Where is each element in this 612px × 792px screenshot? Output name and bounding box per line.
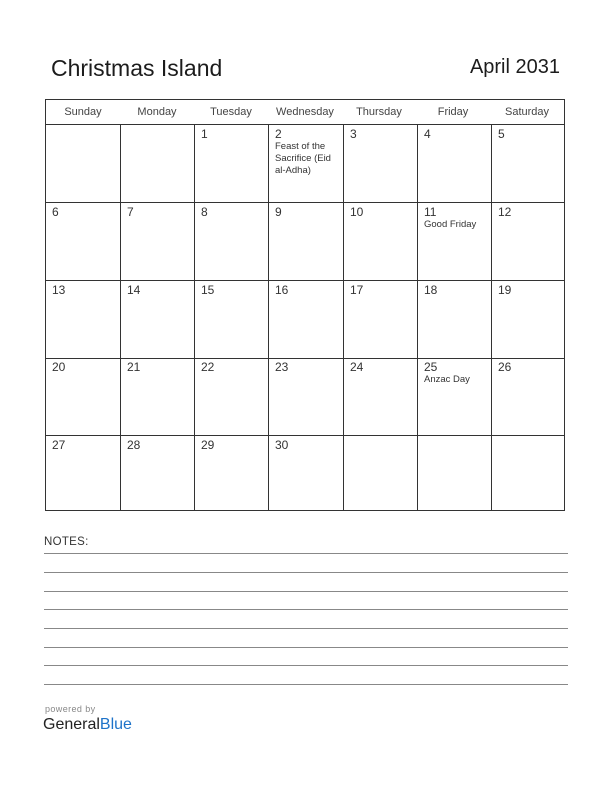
day-number: 3 — [350, 127, 357, 141]
notes-section — [44, 536, 568, 548]
day-cell — [269, 203, 344, 280]
weekday-header: Thursday — [356, 106, 402, 118]
note-line — [44, 609, 568, 610]
day-number: 1 — [201, 127, 208, 141]
day-number: 19 — [498, 283, 512, 297]
day-cell — [492, 125, 564, 202]
day-cell — [344, 281, 418, 358]
day-cell — [418, 125, 492, 202]
weekday-header: Friday — [437, 106, 469, 118]
day-number: 12 — [498, 205, 512, 219]
day-cell — [195, 281, 269, 358]
day-cell — [46, 203, 121, 280]
day-number: 11 — [424, 205, 437, 219]
day-number: 26 — [498, 360, 512, 374]
day-cell — [269, 358, 344, 435]
day-number: 18 — [424, 283, 438, 297]
day-cell — [121, 125, 195, 202]
note-line — [44, 572, 568, 573]
weekday-header: Wednesday — [276, 106, 334, 118]
note-line — [44, 553, 568, 554]
week-row — [46, 281, 564, 359]
day-number: 23 — [275, 360, 289, 374]
day-cell — [344, 358, 418, 435]
calendar-month: April 2031 — [469, 56, 560, 78]
weekday-header: Sunday — [64, 106, 102, 118]
day-event: Anzac Day — [424, 374, 470, 385]
day-cell — [121, 281, 195, 358]
day-cell — [492, 436, 564, 510]
note-line — [44, 665, 568, 666]
day-number: 13 — [52, 283, 66, 297]
day-cell — [46, 358, 121, 435]
weekday-header: Tuesday — [210, 106, 252, 118]
day-cell — [269, 281, 344, 358]
day-cell — [492, 358, 564, 435]
weekday-header: Monday — [137, 106, 177, 118]
note-line — [44, 591, 568, 592]
day-cell — [46, 125, 121, 202]
day-cell — [195, 125, 269, 202]
note-line — [44, 628, 568, 629]
day-cell — [121, 358, 195, 435]
day-number: 27 — [52, 438, 66, 452]
day-cell — [344, 436, 418, 510]
day-cell — [418, 436, 492, 510]
day-number: 22 — [201, 360, 215, 374]
day-cell — [195, 203, 269, 280]
powered-by-text: powered by — [45, 704, 96, 714]
day-cell — [344, 125, 418, 202]
day-cell — [195, 358, 269, 435]
day-number: 29 — [201, 438, 215, 452]
day-cell — [492, 203, 564, 280]
day-cell — [46, 281, 121, 358]
day-cell — [269, 436, 344, 510]
day-number: 2 — [275, 127, 282, 141]
day-number: 9 — [275, 205, 282, 219]
day-number: 30 — [275, 438, 289, 452]
day-number: 28 — [127, 438, 141, 452]
week-row — [46, 125, 564, 203]
note-line — [44, 647, 568, 648]
day-number: 24 — [350, 360, 364, 374]
day-number: 15 — [201, 283, 215, 297]
day-number: 4 — [424, 127, 431, 141]
day-number: 5 — [498, 127, 505, 141]
day-cell — [418, 281, 492, 358]
day-cell — [46, 436, 121, 510]
brand-blue: Blue — [99, 716, 132, 733]
day-number: 8 — [201, 205, 208, 219]
day-cell — [344, 203, 418, 280]
calendar-grid — [45, 99, 565, 511]
day-cell — [121, 436, 195, 510]
day-number: 21 — [127, 360, 141, 374]
note-line — [44, 684, 568, 685]
day-number: 10 — [350, 205, 364, 219]
weekday-header-row — [46, 100, 564, 125]
day-number: 6 — [52, 205, 59, 219]
day-cell — [418, 358, 492, 435]
brand-general: General — [43, 716, 100, 733]
day-event: Feast of the Sacrifice (Eid al-Adha) — [275, 141, 331, 176]
day-number: 17 — [350, 283, 364, 297]
day-cell — [492, 281, 564, 358]
day-number: 20 — [52, 360, 66, 374]
week-row — [46, 358, 564, 436]
day-cell — [121, 203, 195, 280]
brand-logo — [43, 716, 132, 734]
week-row — [46, 203, 564, 281]
week-row — [46, 436, 564, 510]
notes-label: NOTES: — [44, 536, 89, 548]
day-number: 16 — [275, 283, 289, 297]
day-number: 7 — [127, 205, 134, 219]
calendar-title: Christmas Island — [51, 55, 223, 81]
day-event: Good Friday — [424, 219, 477, 230]
day-number: 14 — [127, 283, 141, 297]
day-cell — [418, 203, 492, 280]
day-number: 25 — [424, 360, 438, 374]
day-cell — [195, 436, 269, 510]
weekday-header: Saturday — [504, 106, 550, 118]
day-cell — [269, 125, 344, 202]
